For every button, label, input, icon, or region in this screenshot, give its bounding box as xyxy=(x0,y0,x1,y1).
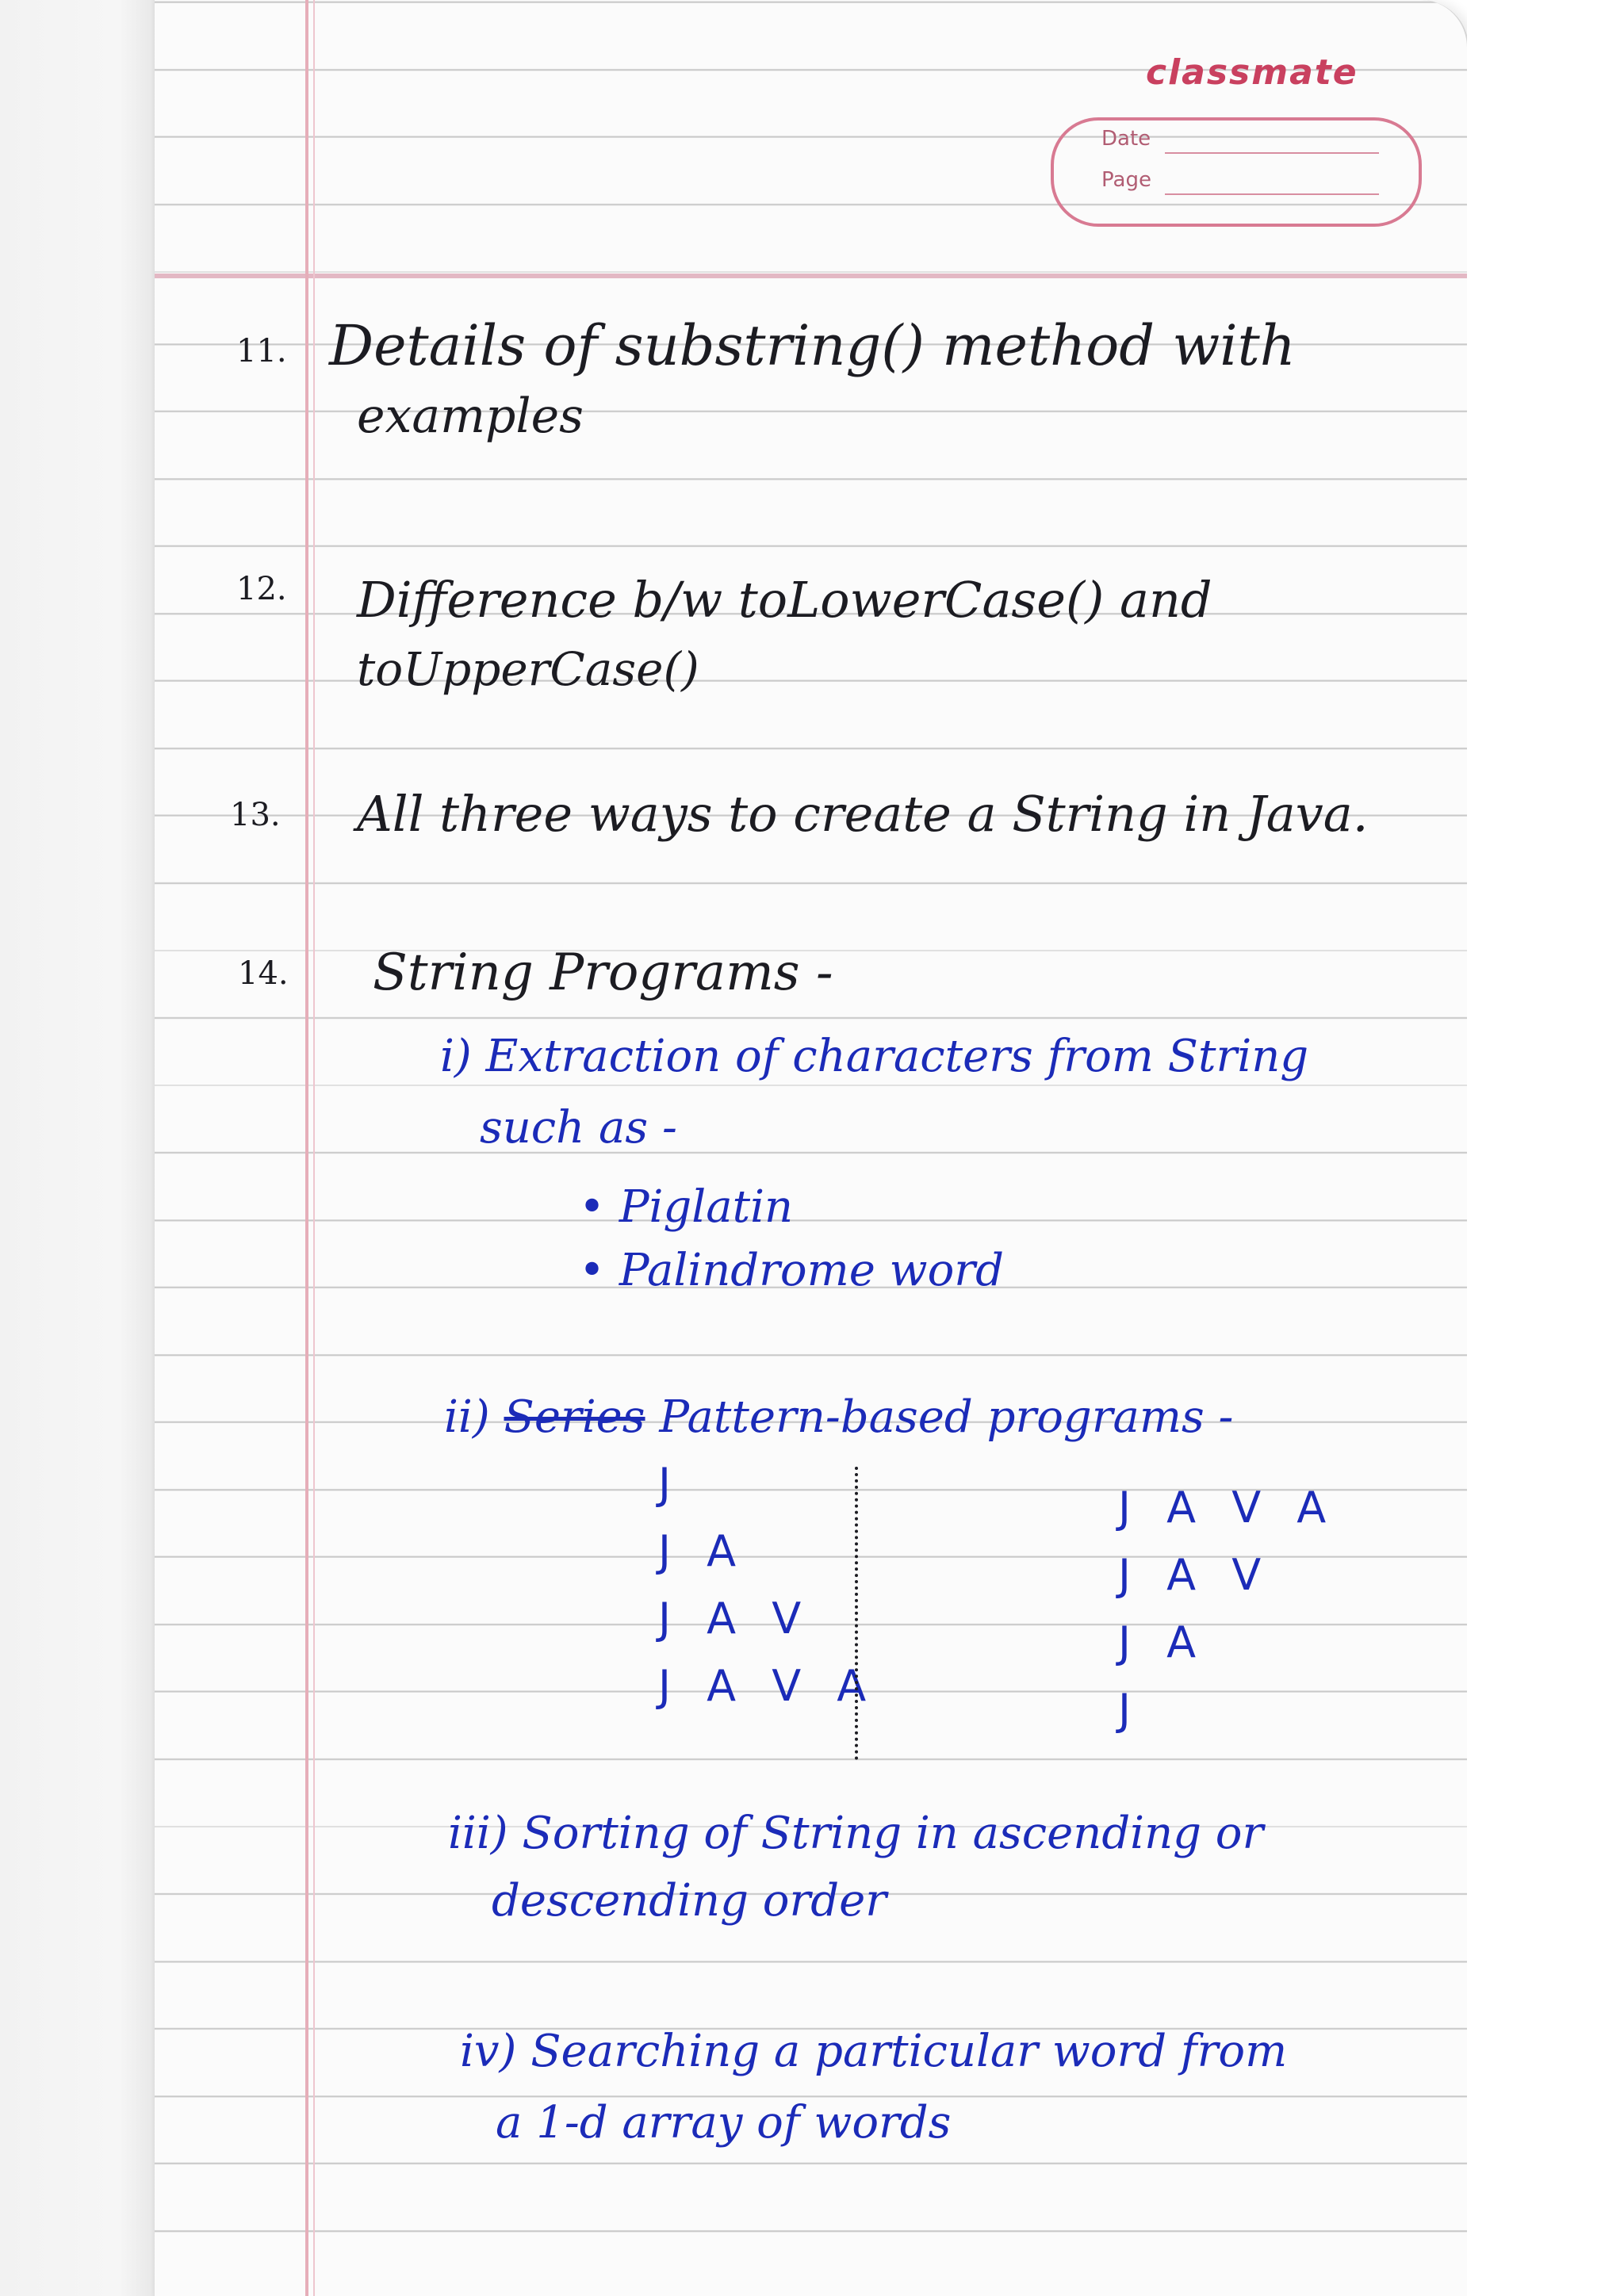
date-label: Date xyxy=(1101,127,1151,151)
pattern-right-row: J A V xyxy=(1118,1550,1273,1600)
pattern-right-row: J xyxy=(1118,1685,1142,1735)
sub-iii-line1: iii) Sorting of String in ascending or xyxy=(448,1808,1264,1859)
bullet-item: • Palindrome word xyxy=(579,1245,1004,1296)
item-number-12: 12. xyxy=(236,571,287,607)
pattern-right-row: J A xyxy=(1118,1617,1208,1667)
bullet-palindrome: Palindrome word xyxy=(619,1245,1004,1296)
top-rule xyxy=(155,274,1467,278)
page-line xyxy=(1165,193,1379,195)
background-right xyxy=(1467,0,1624,2296)
sub-iv-line1: iv) Searching a particular word from xyxy=(460,2026,1288,2077)
bullet-piglatin: Piglatin xyxy=(619,1181,794,1233)
margin-line-secondary xyxy=(313,0,315,2296)
sub-iii-line2: descending order xyxy=(492,1875,887,1927)
item-12-line1: Difference b/w toLowerCase() and xyxy=(357,571,1212,629)
pattern-left-row: J A V xyxy=(658,1594,813,1644)
item-number-13: 13. xyxy=(230,797,281,833)
item-11-line2: examples xyxy=(357,388,584,444)
sub-i-line1: i) Extraction of characters from String xyxy=(440,1031,1309,1082)
sub-ii-struck-word: Series xyxy=(504,1391,645,1443)
sub-ii-line xyxy=(444,1391,1233,1443)
item-13-line1: All three ways to create a String in Java. xyxy=(357,785,1369,843)
sub-ii-rest: Pattern-based programs - xyxy=(659,1391,1234,1443)
pattern-left-row: J xyxy=(658,1459,682,1509)
brand-logo: classmate xyxy=(1146,52,1358,93)
margin-line xyxy=(305,0,308,2296)
pattern-left-row: J A xyxy=(658,1526,748,1576)
item-12-line2: toUpperCase() xyxy=(357,642,699,696)
item-number-14: 14. xyxy=(238,955,289,992)
bullet-item: • Piglatin xyxy=(579,1181,794,1233)
sub-i-line2: such as - xyxy=(480,1102,677,1154)
sub-ii-prefix: ii) xyxy=(444,1391,490,1443)
date-page-box xyxy=(1051,117,1422,227)
sub-iv-line2: a 1-d array of words xyxy=(496,2097,952,2149)
page-label: Page xyxy=(1101,168,1151,192)
pattern-right-row: J A V A xyxy=(1118,1483,1338,1533)
pattern-left-row: J A V A xyxy=(658,1661,878,1711)
pattern-separator xyxy=(855,1467,858,1760)
date-line xyxy=(1165,152,1379,154)
item-number-11: 11. xyxy=(236,333,287,369)
item-14-line1: String Programs - xyxy=(373,943,833,1002)
background-left xyxy=(0,0,159,2296)
item-11-line1: Details of substring() method with xyxy=(329,313,1296,378)
